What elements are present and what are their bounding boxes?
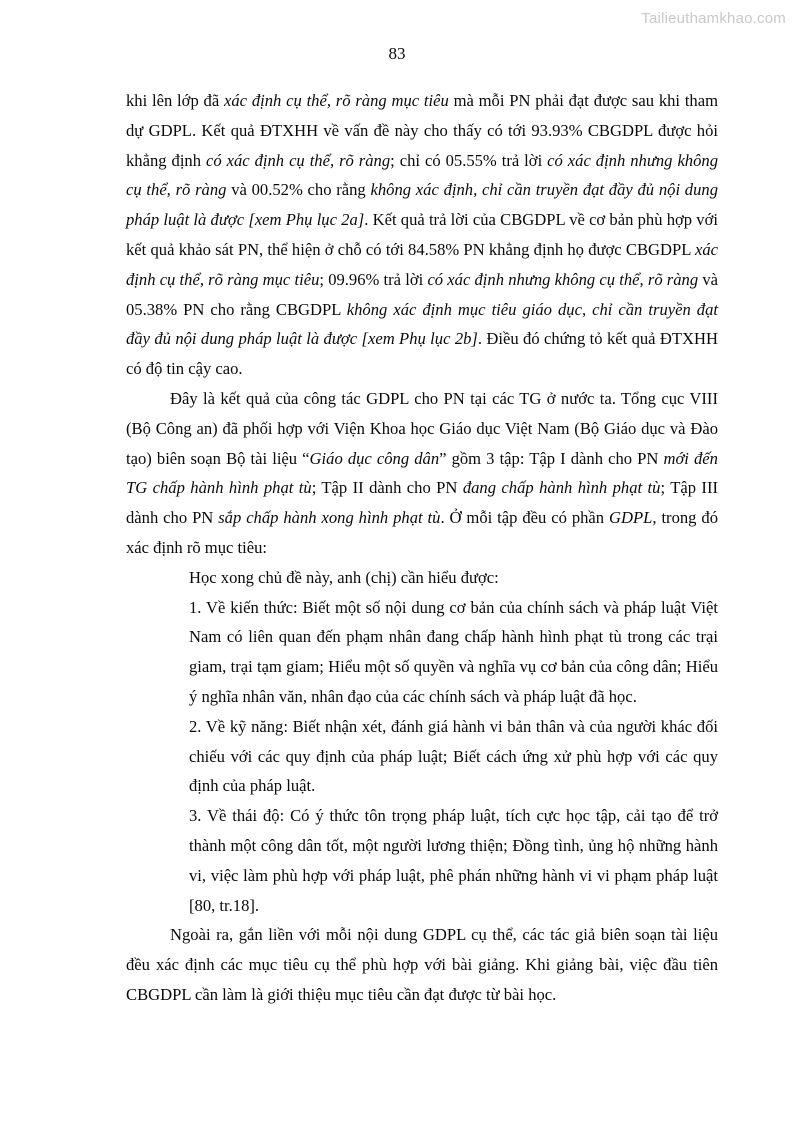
site-watermark: Tailieuthamkhao.com: [641, 10, 786, 27]
quote-paragraph: [189, 712, 718, 801]
document-body: [126, 86, 718, 1010]
italic-text-run: [xem Phụ lục 2a]: [248, 210, 365, 230]
text-run: . Điều đó chứng tỏ kết quả ĐTXHH có độ tin cậy cao.: [126, 329, 719, 379]
italic-text-run: GDPL: [609, 508, 653, 528]
italic-text-run: xác định cụ thể, rõ ràng mục tiêu: [224, 91, 449, 110]
body-paragraph: [126, 86, 718, 384]
text-run: khi lên lớp đã: [126, 91, 224, 110]
text-run: ” gồm 3 tập: Tập I dành cho PN: [439, 448, 664, 468]
quote-paragraph: [189, 801, 718, 920]
text-run: ; Tập III dành cho PN: [126, 478, 718, 528]
text-run: Đây là kết quả của công tác GDPL cho PN tại các TG ở nước ta. Tổng cục VIII (Bộ Công an) đã phối hợp với Viện Khoa học Giáo dục Việt Nam (Bộ Giáo dục và Đào tạo) biên soạn Bộ tài liệu “: [126, 388, 718, 468]
body-paragraph: [126, 920, 718, 1009]
body-paragraph: [126, 384, 718, 563]
text-run: và 00.52% cho rằng: [226, 180, 371, 200]
text-run: 2. Về kỹ năng: Biết nhận xét, đánh giá hành vi bản thân và của người khác đối chiếu với các quy định của pháp luật; Biết cách ứng xử phù hợp với các quy định của pháp luật.: [189, 716, 718, 796]
text-run: Học xong chủ đề này, anh (chị) cần hiểu được:: [189, 567, 499, 587]
quote-paragraph: [189, 593, 718, 712]
italic-text-run: có xác định nhưng không cụ thể, rõ ràng: [126, 150, 718, 200]
page-number: 83: [388, 44, 406, 63]
text-run: ; Tập II dành cho PN: [311, 478, 463, 498]
italic-text-run: mới đến TG chấp hành hình phạt tù: [126, 448, 718, 498]
italic-text-run: Giáo dục công dân: [309, 448, 440, 468]
text-run: và 05.38% PN cho rằng CBGDPL: [126, 269, 719, 319]
text-run: ; chỉ có 05.55% trả lời: [390, 150, 548, 170]
text-run: 3. Về thái độ: Có ý thức tôn trọng pháp luật, tích cực học tập, cải tạo để trở thành một công dân tốt, một người lương thiện; Đồng tình, ủng hộ những hành vi, việc làm phù hợp với pháp luật, phê phán những hành vi vi phạm pháp luật [80, tr.18].: [189, 806, 718, 915]
text-run: Ngoài ra, gắn liền với mỗi nội dung GDPL cụ thể, các tác giả biên soạn tài liệu đều xác định các mục tiêu cụ thể phù hợp với bài giảng. Khi giảng bài, việc đầu tiên CBGDPL cần làm là giới thiệu mục tiêu cần đạt được từ bài học.: [126, 925, 718, 1004]
italic-text-run: [xem Phụ lục 2b]: [361, 329, 478, 349]
quote-paragraph: [189, 563, 718, 593]
italic-text-run: có xác định cụ thể, rõ ràng: [205, 150, 391, 170]
text-run: , trong đó xác định rõ mục tiêu:: [126, 508, 718, 557]
text-run: mà mỗi PN phải đạt được sau khi tham dự GDPL. Kết quả ĐTXHH về vấn đề này cho thấy có tới 93.93% CBGDPL được hỏi khẳng định: [126, 91, 719, 170]
italic-text-run: không xác định mục tiêu giáo dục, chỉ cần truyền đạt đầy đủ nội dung pháp luật là được: [126, 299, 718, 349]
italic-text-run: có xác định nhưng không cụ thể, rõ ràng: [427, 269, 699, 289]
text-run: ; 09.96% trả lời: [319, 269, 428, 289]
italic-text-run: xác định cụ thể, rõ ràng mục tiêu: [126, 239, 718, 289]
text-run: 1. Về kiến thức: Biết một số nội dung cơ bản của chính sách và pháp luật Việt Nam có liên quan đến phạm nhân đang chấp hành hình phạt tù trong các trại giam, trại tạm giam; Hiểu một số quyền và nghĩa vụ cơ bản của công dân; Hiểu ý nghĩa nhân văn, nhân đạo của các chính sách và pháp luật đã học.: [189, 597, 718, 706]
text-run: . Kết quả trả lời của CBGDPL về cơ bản phù hợp với kết quả khảo sát PN, thể hiện ở chỗ có tới 84.58% PN khẳng định họ được CBGDPL: [126, 210, 718, 259]
italic-text-run: không xác định, chỉ cần truyền đạt đầy đủ nội dung pháp luật là được: [126, 180, 718, 230]
italic-text-run: đang chấp hành hình phạt tù: [462, 478, 661, 498]
text-run: . Ở mỗi tập đều có phần: [440, 508, 610, 528]
italic-text-run: sắp chấp hành xong hình phạt tù: [218, 508, 441, 528]
